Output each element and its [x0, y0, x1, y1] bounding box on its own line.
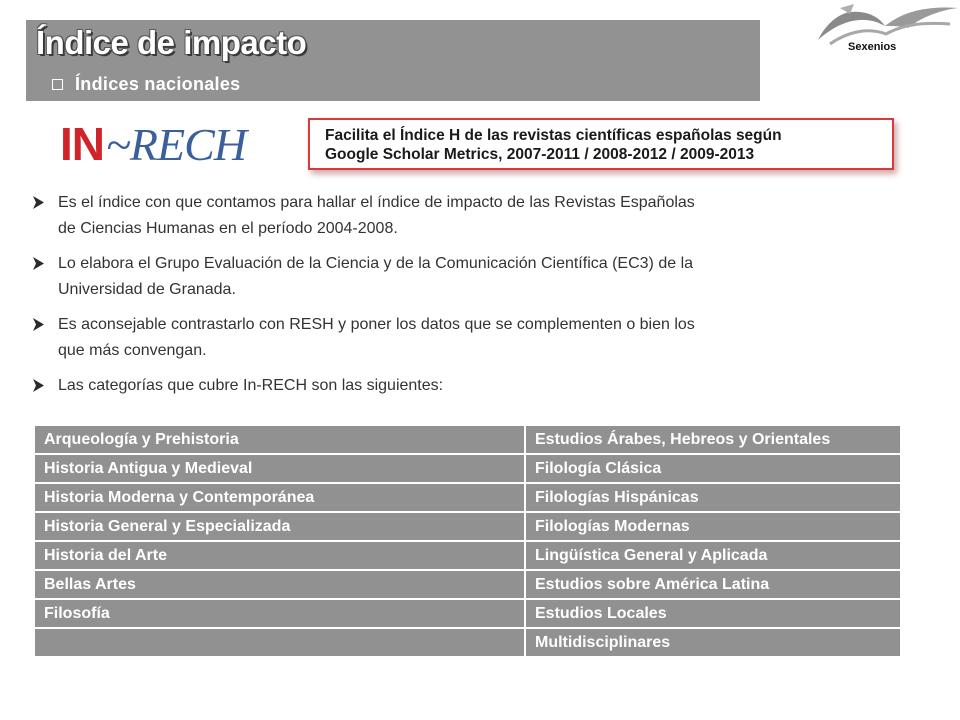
inrech-logo [60, 116, 246, 172]
arrow-bullet-icon [32, 251, 58, 303]
bullet-item [32, 190, 832, 242]
bullet-text-line: Es aconsejable contrastarlo con RESH y poner los datos que se complementen o bien los [58, 316, 695, 333]
callout-line-2: Google Scholar Metrics, 2007-2011 / 2008-2012 / 2009-2013 [325, 146, 755, 163]
category-cell: Estudios Locales [525, 599, 900, 628]
callout-line-1: Facilita el Índice H de las revistas científicas españolas según [325, 127, 782, 144]
category-cell: Estudios Árabes, Hebreos y Orientales [525, 426, 900, 454]
categories-table [35, 426, 900, 658]
category-cell-empty [35, 628, 525, 657]
category-cell: Filologías Hispánicas [525, 483, 900, 512]
arrow-bullet-icon [32, 190, 58, 242]
page-title: Índice de impacto [36, 24, 307, 61]
inrech-logo-suffix: ~RECH [106, 118, 246, 170]
bullet-text-line: Las categorías que cubre In-RECH son las siguientes: [58, 377, 444, 394]
category-cell: Multidisciplinares [525, 628, 900, 657]
category-cell: Historia General y Especializada [35, 512, 525, 541]
table-row [35, 426, 900, 454]
table-row [35, 483, 900, 512]
category-cell: Arqueología y Prehistoria [35, 426, 525, 454]
bullet-text-line: Es el índice con que contamos para hallar el índice de impacto de las Revistas Españolas [58, 194, 695, 211]
header-bar [26, 20, 760, 101]
bullet-text-line: de Ciencias Humanas en el período 2004-2008. [58, 220, 398, 237]
callout-box [308, 118, 894, 170]
category-cell: Filología Clásica [525, 454, 900, 483]
category-cell: Historia Antigua y Medieval [35, 454, 525, 483]
table-row [35, 570, 900, 599]
category-cell: Historia del Arte [35, 541, 525, 570]
sexenios-logo [810, 0, 960, 60]
table-row [35, 454, 900, 483]
category-cell: Filosofía [35, 599, 525, 628]
page-subtitle: Índices nacionales [75, 74, 241, 94]
arrow-bullet-icon [32, 312, 58, 364]
category-cell: Bellas Artes [35, 570, 525, 599]
arrow-bullet-icon [32, 373, 58, 399]
table-row [35, 541, 900, 570]
table-row [35, 599, 900, 628]
bullet-list [32, 190, 832, 408]
category-cell: Filologías Modernas [525, 512, 900, 541]
bullet-item [32, 312, 832, 364]
category-cell: Estudios sobre América Latina [525, 570, 900, 599]
bullet-item [32, 373, 832, 399]
category-cell: Historia Moderna y Contemporánea [35, 483, 525, 512]
inrech-logo-prefix: IN [60, 118, 104, 170]
bullet-item [32, 251, 832, 303]
subtitle-row [52, 74, 240, 95]
bullet-text-line: Lo elabora el Grupo Evaluación de la Ciencia y de la Comunicación Científica (EC3) de la [58, 255, 694, 272]
bullet-text-line: Universidad de Granada. [58, 281, 236, 298]
category-cell: Lingüística General y Aplicada [525, 541, 900, 570]
bullet-text-line: que más convengan. [58, 342, 207, 359]
table-row [35, 512, 900, 541]
checkbox-bullet-icon [52, 79, 63, 90]
logo-label: Sexenios [848, 41, 897, 53]
table-row [35, 628, 900, 657]
